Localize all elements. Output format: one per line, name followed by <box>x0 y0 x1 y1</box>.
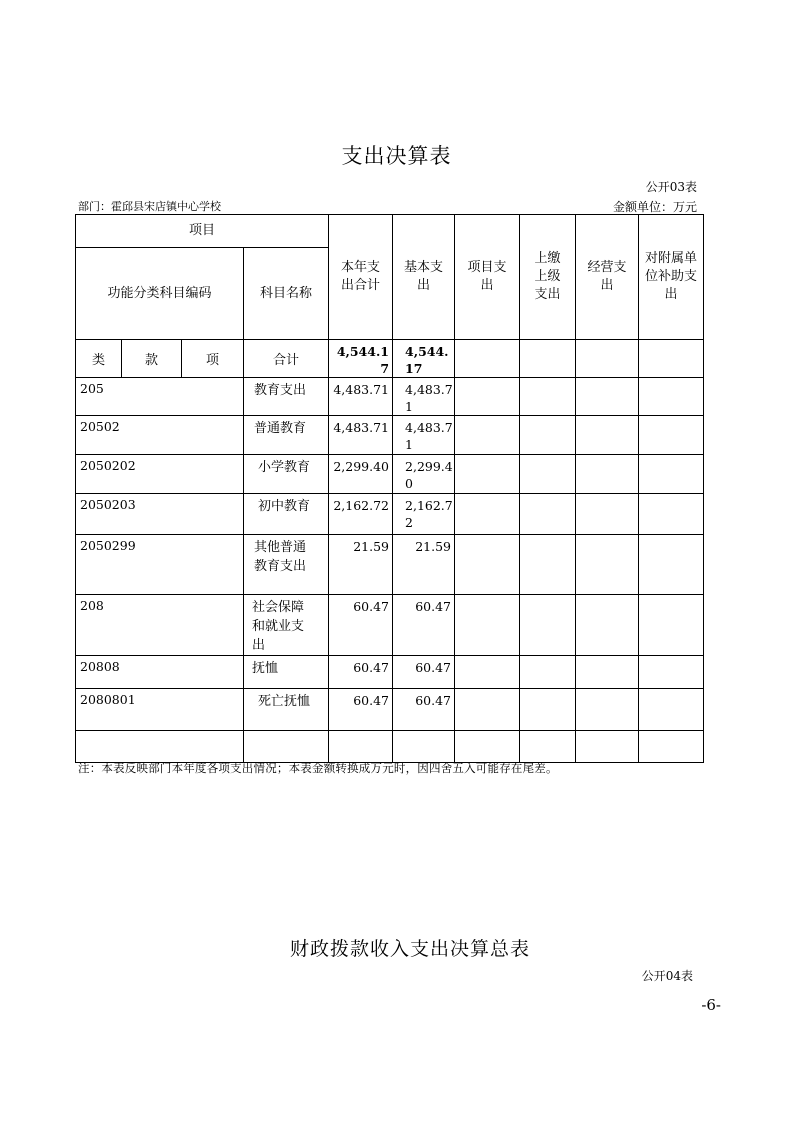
sub-xiang: 项 <box>182 340 244 378</box>
header-item: 项目 <box>76 215 329 248</box>
empty-cell <box>520 731 576 763</box>
empty-cell <box>639 656 704 689</box>
row-basic: 4,483.71 <box>393 378 455 416</box>
header-upper: 上缴上级支出 <box>520 215 576 340</box>
empty-cell <box>455 416 520 455</box>
row-basic: 2,299.40 <box>393 455 455 494</box>
header-total: 本年支出合计 <box>329 215 393 340</box>
header-subsidy: 对附属单位补助支出 <box>639 215 704 340</box>
table-row <box>76 595 704 656</box>
page-title: 支出决算表 <box>341 144 452 168</box>
row-name: 初中教育 <box>244 494 329 535</box>
header-basic: 基本支出 <box>393 215 455 340</box>
row-total: 60.47 <box>329 656 393 689</box>
empty-cell <box>520 378 576 416</box>
row-name: 抚恤 <box>244 656 329 689</box>
row-total: 60.47 <box>329 595 393 656</box>
table-note: 注：本表反映部门本年度各项支出情况；本表金额转换成万元时，因四舍五入可能存在尾差。 <box>78 761 558 775</box>
row-code: 205 <box>76 378 244 416</box>
row-basic: 2,162.72 <box>393 494 455 535</box>
empty-cell <box>393 731 455 763</box>
row-basic: 21.59 <box>393 535 455 595</box>
empty-cell <box>576 494 639 535</box>
empty-cell <box>639 340 704 378</box>
sub-kuan: 款 <box>122 340 182 378</box>
empty-cell <box>520 340 576 378</box>
row-total: 2,162.72 <box>329 494 393 535</box>
empty-cell <box>455 595 520 656</box>
table-row <box>76 455 704 494</box>
empty-cell <box>455 731 520 763</box>
empty-cell <box>520 535 576 595</box>
row-name: 教育支出 <box>244 378 329 416</box>
table-code: 公开03表 <box>645 180 697 194</box>
empty-cell <box>576 378 639 416</box>
row-code: 208 <box>76 595 244 656</box>
header-func-code: 功能分类科目编码 <box>76 248 244 340</box>
empty-cell <box>639 535 704 595</box>
table-row <box>76 656 704 689</box>
department-label: 部门：霍邱县宋店镇中心学校 <box>78 200 221 213</box>
empty-cell <box>639 494 704 535</box>
table-row <box>76 535 704 595</box>
empty-cell <box>576 416 639 455</box>
row-total: 4,483.71 <box>329 378 393 416</box>
empty-cell <box>520 416 576 455</box>
empty-cell <box>244 731 329 763</box>
row-name: 其他普通教育支出 <box>244 535 329 595</box>
row-code: 2080801 <box>76 689 244 731</box>
next-table-title: 财政拨款收入支出决算总表 <box>289 938 530 960</box>
empty-cell <box>455 656 520 689</box>
row-name: 社会保障和就业支出 <box>244 595 329 656</box>
sub-heji: 合计 <box>244 340 329 378</box>
header-subject-name: 科目名称 <box>244 248 329 340</box>
empty-cell <box>576 595 639 656</box>
row-total: 2,299.40 <box>329 455 393 494</box>
row-name: 小学教育 <box>244 455 329 494</box>
empty-cell <box>520 455 576 494</box>
row-basic: 60.47 <box>393 689 455 731</box>
empty-cell <box>520 689 576 731</box>
row-total: 60.47 <box>329 689 393 731</box>
empty-cell <box>76 731 244 763</box>
row-code: 2050203 <box>76 494 244 535</box>
empty-cell <box>576 340 639 378</box>
sub-lei: 类 <box>76 340 122 378</box>
expenditure-table <box>75 214 704 763</box>
empty-cell <box>576 731 639 763</box>
row-basic: 60.47 <box>393 656 455 689</box>
row-name: 普通教育 <box>244 416 329 455</box>
empty-cell <box>639 378 704 416</box>
page-number: -6- <box>701 996 721 1014</box>
header-business: 经营支出 <box>576 215 639 340</box>
row-code: 2050202 <box>76 455 244 494</box>
empty-cell <box>455 494 520 535</box>
row-basic: 60.47 <box>393 595 455 656</box>
empty-cell <box>455 378 520 416</box>
empty-cell <box>639 689 704 731</box>
empty-cell <box>576 535 639 595</box>
total-sum: 4,544.17 <box>329 340 393 378</box>
next-table-code: 公开04表 <box>641 969 693 983</box>
table-row <box>76 416 704 455</box>
table-row <box>76 689 704 731</box>
row-basic: 4,483.71 <box>393 416 455 455</box>
empty-cell <box>520 595 576 656</box>
row-code: 20808 <box>76 656 244 689</box>
empty-cell <box>576 656 639 689</box>
empty-cell <box>576 455 639 494</box>
row-name: 死亡抚恤 <box>244 689 329 731</box>
empty-row <box>76 731 704 763</box>
empty-cell <box>639 416 704 455</box>
empty-cell <box>455 455 520 494</box>
header-project: 项目支出 <box>455 215 520 340</box>
row-code: 20502 <box>76 416 244 455</box>
empty-cell <box>329 731 393 763</box>
empty-cell <box>455 689 520 731</box>
basic-sum: 4,544.17 <box>393 340 455 378</box>
row-total: 21.59 <box>329 535 393 595</box>
empty-cell <box>455 535 520 595</box>
empty-cell <box>520 494 576 535</box>
totals-row <box>76 340 704 378</box>
empty-cell <box>455 340 520 378</box>
empty-cell <box>639 455 704 494</box>
empty-cell <box>576 689 639 731</box>
table-row <box>76 494 704 535</box>
unit-label: 金额单位：万元 <box>612 200 697 214</box>
row-total: 4,483.71 <box>329 416 393 455</box>
empty-cell <box>639 731 704 763</box>
row-code: 2050299 <box>76 535 244 595</box>
empty-cell <box>520 656 576 689</box>
empty-cell <box>639 595 704 656</box>
table-row <box>76 378 704 416</box>
